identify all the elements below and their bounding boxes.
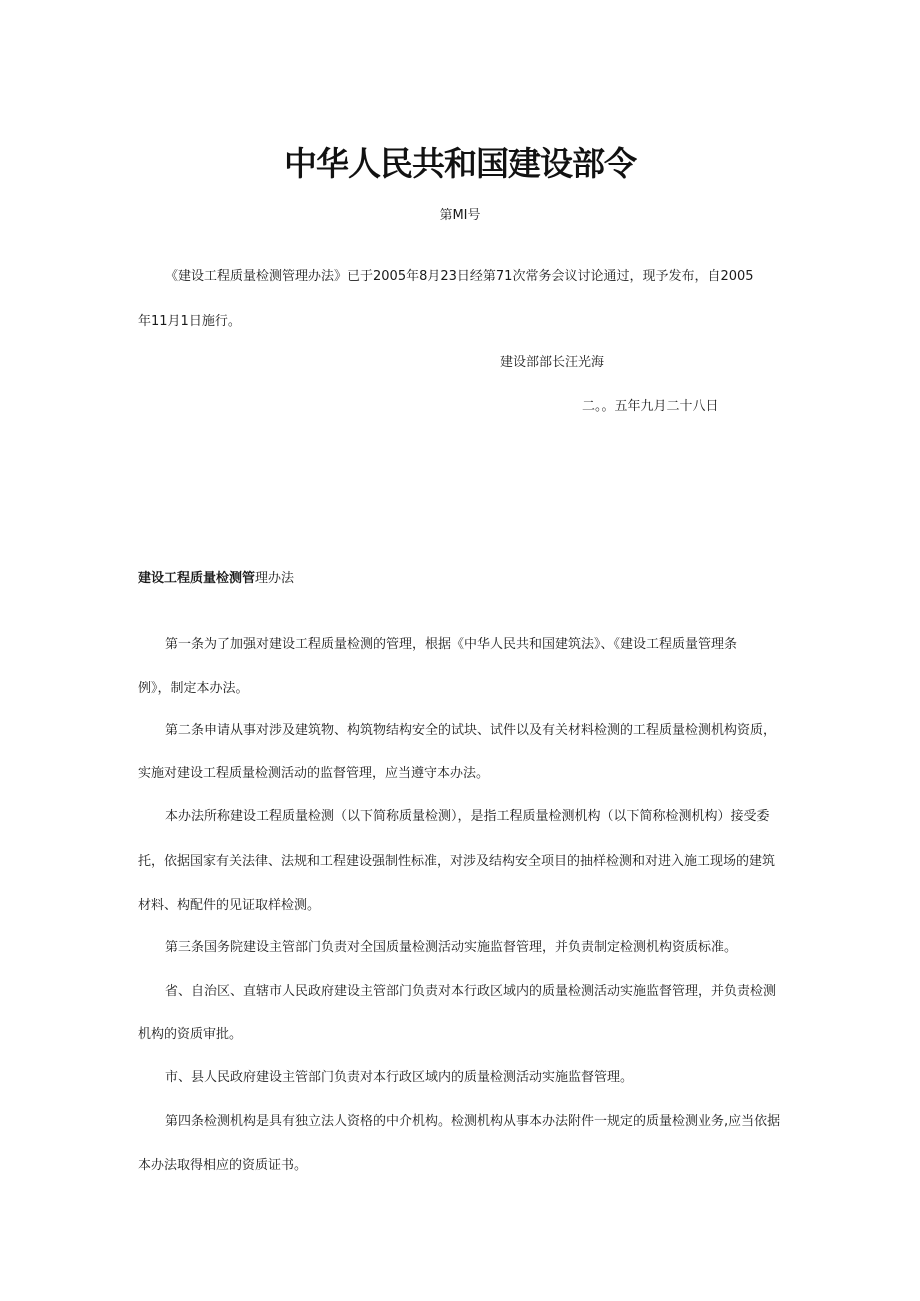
- body-line: 第三条国务院建设主管部门负责对全国质量检测活动实施监督管理，并负责制定检测机构资质标准。: [165, 940, 738, 955]
- body-line: 实施对建设工程质量检测活动的监督管理，应当遵守本办法。: [138, 766, 490, 781]
- body-line: 省、自治区、直辖市人民政府建设主管部门负责对本行政区域内的质量检测活动实施监督管理，并负责检测: [165, 984, 777, 999]
- body-line: 机构的资质审批。: [138, 1027, 243, 1042]
- body-line: 第一条为了加强对建设工程质量检测的管理，根据《中华人民共和国建筑法》、《建设工程质量管理条: [165, 637, 738, 652]
- body-line: 本办法取得相应的资质证书。: [138, 1158, 308, 1173]
- body-line: 第二条申请从事对涉及建筑物、构筑物结构安全的试块、试件以及有关材料检测的工程质量检测机构资质，: [165, 723, 777, 738]
- order-number: 第MI号: [439, 208, 481, 223]
- signatory: 建设部部长汪光海: [500, 355, 605, 370]
- body-line: 市、县人民政府建设主管部门负责对本行政区域内的质量检测活动实施监督管理。: [165, 1070, 634, 1085]
- announcement-line-1: 《建设工程质量检测管理办法》已于2005年8月23日经第71次常务会议讨论通过，现予发布，自2005: [165, 269, 754, 284]
- body-line: 例》，制定本办法。: [138, 681, 249, 696]
- body-line: 第四条检测机构是具有独立法人资格的中介机构。检测机构从事本办法附件一规定的质量检测业务,应当依据: [165, 1114, 781, 1129]
- page-title: 中华人民共和国建设部令: [284, 144, 636, 183]
- body-line: 材料、构配件的见证取样检测。: [138, 898, 321, 913]
- body-line: 托，依据国家有关法律、法规和工程建设强制性标准，对涉及结构安全项目的抽样检测和对进入施工现场的建筑: [138, 854, 776, 869]
- section-title: [138, 570, 294, 588]
- announcement-line-2: 年11月1日施行。: [138, 314, 241, 329]
- signing-date: 二。。五年九月二十八日: [582, 399, 719, 414]
- body-line: 本办法所称建设工程质量检测（以下简称质量检测），是指工程质量检测机构（以下简称检测机构）接受委: [165, 809, 770, 824]
- section-title-bold: 建设工程质量检测管: [138, 571, 256, 586]
- section-title-rest: 理办法: [255, 571, 295, 586]
